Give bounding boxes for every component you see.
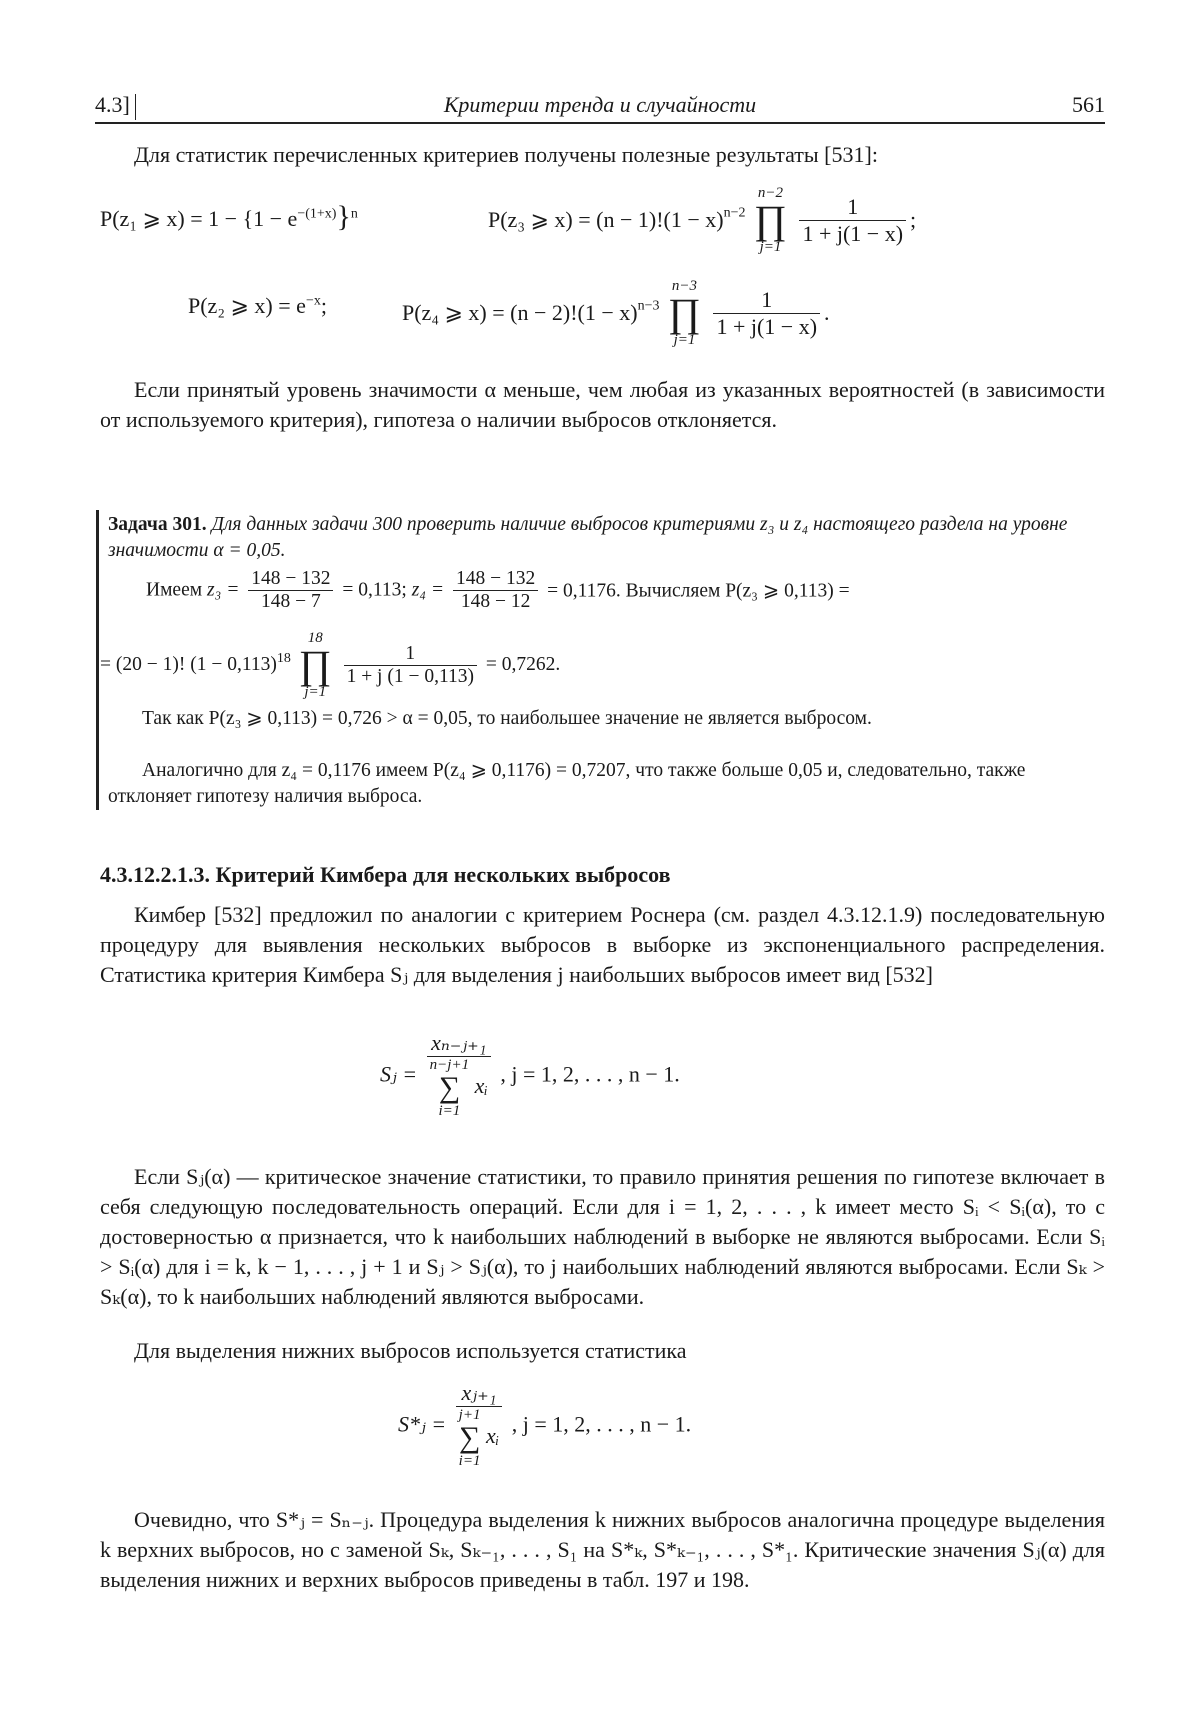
sum-symbol xyxy=(430,1057,469,1119)
sj-star-lhs: S*ⱼ = xyxy=(398,1411,447,1437)
fraction-numerator: 1 xyxy=(799,194,906,221)
sj-range: , j = 1, 2, . . . , n − 1. xyxy=(500,1061,680,1087)
task-text: Для данных задачи 300 проверить наличие выбросов критериями z₃ и z₄ настоящего раздела на уровне значимости α = 0,05. xyxy=(108,514,1068,561)
section-heading: 4.3.12.2.1.3. Критерий Кимбера для нескольких выбросов xyxy=(100,862,671,887)
formula-sj-star xyxy=(398,1380,691,1469)
z4-value: = 0,1176. Вычисляем P(z₃ ⩾ 0,113) = xyxy=(547,580,850,602)
formula-p-z1-body: P(z₁ ⩾ x) = 1 − {1 − e xyxy=(100,206,298,231)
page-number: 561 xyxy=(1072,92,1105,117)
formula-p-z3-body: P(z₃ ⩾ x) = (n − 1)!(1 − x) xyxy=(488,207,724,232)
z4-fraction xyxy=(453,568,538,613)
product-lower-limit: j=1 xyxy=(304,684,327,700)
kimber-paragraph: Кимбер [532] предложил по аналогии с критерием Роснера (см. раздел 4.3.12.1.9) последовательную процедуру для выявления нескольких выбросов в выборке из экспоненциального распределения. Статистика критерия Кимбера Sⱼ для выделения j наибольших выбросов имеет вид [532] xyxy=(100,902,1105,987)
sum-upper-limit: j+1 xyxy=(458,1407,481,1423)
product-upper-limit: n−3 xyxy=(671,278,698,294)
product-expression-exp: 18 xyxy=(276,650,291,666)
formula-punctuation: . xyxy=(824,300,830,325)
fraction-denominator: 1 + j (1 − 0,113) xyxy=(346,665,474,687)
final-paragraph: Очевидно, что S*ⱼ = Sₙ₋ⱼ. Процедура выделения k нижних выбросов аналогична процедуре выделения k верхних выбросов, но с заменой Sₖ, Sₖ₋₁, . . . , S₁ на S*ₖ, S*ₖ₋₁, . . . , S*₁. Критические значения Sⱼ(α) для выделения нижних и верхних выбросов приведены в табл. 197 и 198. xyxy=(100,1507,1105,1592)
header-title: Критерии тренда и случайности xyxy=(443,92,757,117)
formula-p-z1-brace: } xyxy=(336,200,351,233)
fraction xyxy=(713,287,820,340)
sj-fraction xyxy=(427,1030,491,1119)
task-computation-product xyxy=(100,630,560,700)
intro-paragraph: Для статистик перечисленных критериев получены полезные результаты [531]: xyxy=(134,142,878,167)
formula-p-z4 xyxy=(402,278,830,348)
formula-punctuation: ; xyxy=(320,293,327,318)
sj-star-fraction xyxy=(456,1380,503,1469)
fraction xyxy=(344,643,477,688)
formula-p-z2 xyxy=(188,293,327,319)
formula-p-z1 xyxy=(100,200,358,234)
z3-fraction xyxy=(248,568,333,613)
z3-value: = 0,113; xyxy=(342,579,407,601)
fraction xyxy=(799,194,906,247)
rule-paragraph: Если Sⱼ(α) — критическое значение статистики, то правило принятия решения по гипотезе включает в себя следующую последовательность операций. Если для i = 1, 2, . . . , k имеет место Sᵢ < Sᵢ(α), то с достоверностью α признается, что k наибольших наблюдений в выборке не являются выбросами. Если Sᵢ > Sᵢ(α) для i = k, k − 1, . . . , j + 1 и Sⱼ > Sⱼ(α), то j наибольших наблюдений являются выбросами. Если Sₖ > Sₖ(α), то k наибольших наблюдений являются выбросами. xyxy=(100,1164,1105,1309)
formula-p-z1-exp: −(1+x) xyxy=(297,206,337,222)
sum-upper-limit: n−j+1 xyxy=(429,1057,470,1073)
formula-p-z4-exp: n−3 xyxy=(637,298,660,314)
product-lower-limit: j=1 xyxy=(673,332,696,348)
formula-p-z3-exp: n−2 xyxy=(723,205,746,221)
product-symbol: 18 ∏ j=1 xyxy=(298,630,332,700)
sum-lower-limit: i=1 xyxy=(438,1103,461,1119)
fraction-numerator: xⱼ₊₁ xyxy=(456,1380,503,1407)
product-lower-limit: j=1 xyxy=(759,239,782,255)
fraction-denominator xyxy=(456,1407,503,1469)
fraction-denominator: 1 + j(1 − x) xyxy=(802,220,904,246)
formula-p-z2-exp: −x xyxy=(305,293,321,309)
task-statement xyxy=(108,512,1108,564)
sum-lower-limit: i=1 xyxy=(458,1453,481,1469)
header-section-number: 4.3] xyxy=(95,92,130,117)
sum-symbol xyxy=(459,1407,481,1469)
fraction-denominator: 1 + j(1 − x) xyxy=(716,313,818,339)
fraction-denominator: 148 − 7 xyxy=(260,591,321,612)
task-conclusion-2: Аналогично для z₄ = 0,1176 имеем P(z₄ ⩾ 0,1176) = 0,7207, что также больше 0,05 и, следовательно, также отклоняет гипотезу наличия выброса. xyxy=(108,760,1026,807)
product-value: = 0,7262. xyxy=(485,654,561,675)
task-margin-rule xyxy=(96,510,99,810)
lower-outliers-paragraph: Для выделения нижних выбросов используется статистика xyxy=(134,1338,687,1363)
sum-sign: ∑ xyxy=(458,1421,481,1454)
fraction-denominator: 148 − 12 xyxy=(460,591,531,612)
product-expression: = (20 − 1)! (1 − 0,113) xyxy=(100,654,277,675)
fraction-numerator: 1 xyxy=(713,287,820,314)
formula-p-z1-power: n xyxy=(350,206,358,222)
fraction-numerator: 148 − 132 xyxy=(453,568,538,591)
formula-p-z3 xyxy=(488,185,916,255)
sum-variable: xᵢ xyxy=(485,1423,500,1449)
task-conclusion-1: Так как P(z₃ ⩾ 0,113) = 0,726 > α = 0,05, то наибольшее значение не является выбросом. xyxy=(142,708,872,729)
fraction-numerator: 1 xyxy=(344,643,477,666)
product-symbol: n−2 ∏ j=1 xyxy=(754,185,787,255)
task-computation-z xyxy=(146,568,850,613)
sum-sign: ∑ xyxy=(438,1071,461,1104)
z4-lhs: z₄ = xyxy=(411,579,445,601)
formula-punctuation: ; xyxy=(910,207,917,232)
fraction-numerator: xₙ₋ⱼ₊₁ xyxy=(427,1030,491,1057)
task-have: Имеем xyxy=(146,579,203,601)
task-label: Задача 301. xyxy=(108,514,207,535)
formula-p-z4-body: P(z₄ ⩾ x) = (n − 2)!(1 − x) xyxy=(402,300,638,325)
alpha-paragraph: Если принятый уровень значимости α меньше, чем любая из указанных вероятностей (в зависимости от используемого критерия), гипотеза о наличии выбросов отклоняется. xyxy=(100,377,1105,432)
formula-sj xyxy=(380,1030,680,1119)
sum-variable: xᵢ xyxy=(474,1073,488,1099)
fraction-denominator xyxy=(427,1057,491,1119)
sj-lhs: Sⱼ = xyxy=(380,1061,418,1087)
product-symbol: n−3 ∏ j=1 xyxy=(668,278,701,348)
product-upper-limit: 18 xyxy=(307,630,323,646)
formula-p-z2-body: P(z₂ ⩾ x) = e xyxy=(188,293,306,318)
product-upper-limit: n−2 xyxy=(757,185,784,201)
fraction-numerator: 148 − 132 xyxy=(248,568,333,591)
z3-lhs: z₃ = xyxy=(206,579,240,601)
running-header xyxy=(95,92,1105,124)
sj-star-range: , j = 1, 2, . . . , n − 1. xyxy=(511,1411,692,1437)
